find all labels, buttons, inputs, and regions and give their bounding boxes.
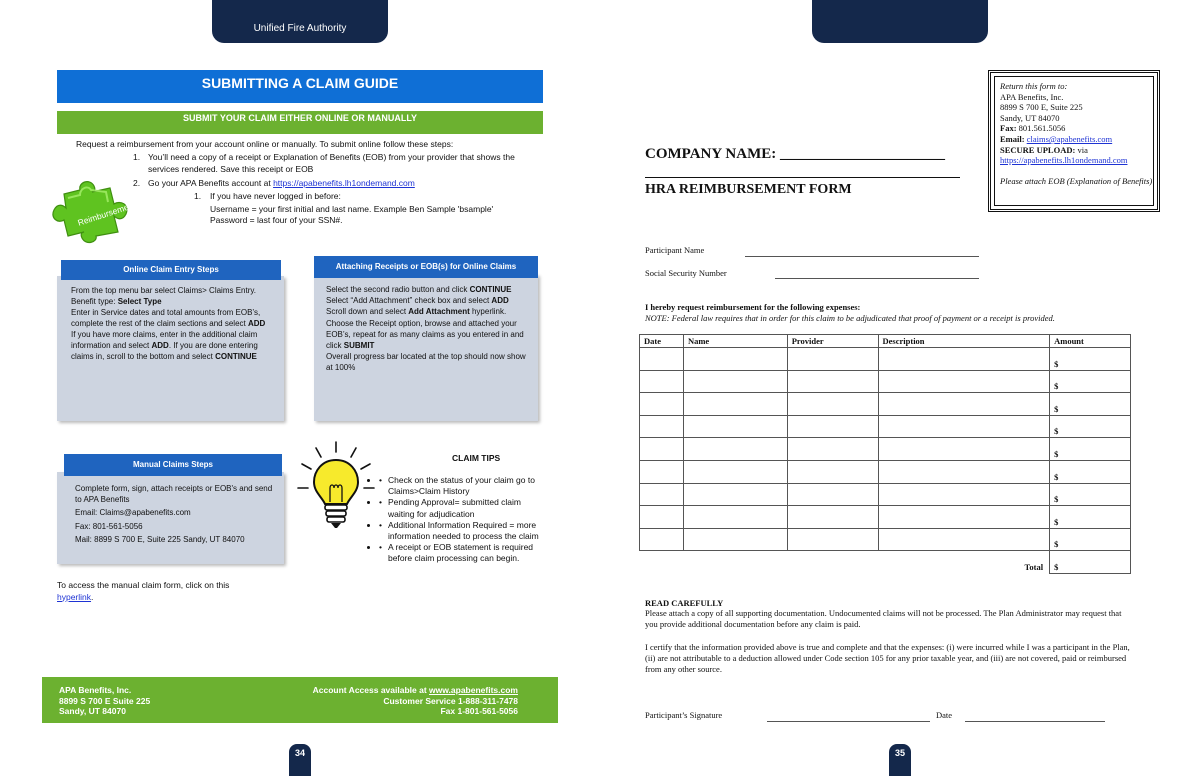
signature-field[interactable] [767,721,930,722]
return-form-content [1000,81,1156,186]
guide-subtitle [57,111,543,134]
date-cell[interactable] [640,393,684,416]
return-email-label: Email: [1000,133,1025,144]
list-item [62,296,282,307]
description-cell[interactable] [878,393,1050,416]
list-item [318,306,532,317]
puzzle-label: Reimbursement [76,199,137,228]
header-tab-right [812,0,988,43]
step-1-number: 1. [133,152,141,162]
list-item [318,284,532,295]
provider-cell[interactable] [787,460,878,483]
footer-address [59,685,150,717]
total-label: Total [1024,562,1044,573]
description-cell[interactable] [878,438,1050,461]
select-type-label: Select Type [117,297,162,306]
list-item [379,475,547,497]
guide-subtitle-text: SUBMIT YOUR CLAIM EITHER ONLINE OR MANUALLY [182,113,417,123]
add-attachment-label: Add Attachment [408,307,470,317]
amount-cell[interactable]: $ [1050,415,1131,438]
return-address-1: 8899 S 700 E, Suite 225 [1000,102,1083,113]
tip-1: Check on the status of your claim go to Claims>Claim History [388,475,535,497]
list-item [62,307,282,329]
attach-receipts-box-title: Attaching Receipts or EOB(s) for Online Claims [314,256,538,278]
guide-title [57,70,543,103]
username-line: Username = your first initial and last name. Example Ben Sample 'bsample' [210,204,494,214]
amount-cell[interactable]: $ [1050,393,1131,416]
amount-cell[interactable]: $ [1050,528,1131,551]
step-2-text: Go your APA Benefits account at [148,178,274,188]
read-carefully-heading: READ CAREFULLY [645,598,724,608]
attach-step-2: Select “Add Attachment” check box and select [326,296,492,306]
header-tab-label: Unified Fire Authority [253,23,347,34]
footer-contact [313,685,518,717]
name-cell[interactable] [683,393,787,416]
table-header-row [640,335,1131,348]
guide-title-text: SUBMITTING A CLAIM GUIDE [201,75,399,91]
sub-step-1-text: If you have never logged in before: [210,191,341,201]
description-cell[interactable] [878,415,1050,438]
certification-paragraph: I certify that the information provided above is true and complete and that the expenses: (i) were incurred while I was a participant in the Plan, (ii) are not attributable to a deduction allowed under Code section 105 for any prior taxable year, and (iii) are not covered, paid or reimbursed from any other source. [645,642,1130,674]
manual-email: Email: Claims@apabenefits.com [75,508,191,518]
manual-form-access-text: To access the manual claim form, click on this [57,580,230,590]
manual-step-1: Complete form, sign, attach receipts or EOB's and send to APA Benefits [75,484,273,505]
date-cell[interactable] [640,528,684,551]
list-item [318,295,532,306]
footer-account-access [313,685,518,696]
list-item [379,542,547,564]
add-label: ADD [247,319,266,328]
column-header-description: Description [878,335,1050,348]
page-number-right: 35 [889,744,911,776]
name-cell[interactable] [683,460,787,483]
online-step-3: Enter in Service dates and total amounts from EOB’s, complete the rest of the claim sections and select [71,308,261,328]
request-statement: I hereby request reimbursement for the following expenses: [645,302,861,312]
footer-fax: Fax 1-801-561-5056 [440,706,518,716]
header-tab-left [212,0,388,43]
amount-cell[interactable]: $ [1050,348,1131,371]
amount-cell[interactable]: $ [1050,370,1131,393]
list-item [318,351,532,373]
attach-step-3: Scroll down and select [326,307,409,317]
manual-form-access-end: . [91,591,94,602]
date-label: Date [936,710,953,720]
date-cell[interactable] [640,460,684,483]
attach-step-1: Select the second radio button and click [326,285,470,294]
tip-3: Additional Information Required = more information needed to process the claim [388,519,539,542]
return-attach-note: Please attach EOB (Explanation of Benefits) [1000,175,1153,186]
list-item [66,483,280,505]
return-upload-via: via [1075,144,1088,155]
list-item [66,521,280,532]
claim-tips-list [379,475,547,565]
attach-step-5: Overall progress bar located at the top should now show at 100% [326,352,526,373]
name-cell[interactable] [683,370,787,393]
manual-fax: Fax: 801-561-5056 [75,521,143,531]
puzzle-piece-icon [50,172,142,244]
description-cell[interactable] [878,528,1050,551]
sub-step-1-number: 1. [194,191,202,201]
attach-step-4: Choose the Receipt option, browse and attached your EOB’s, repeat for as many claims as you entered in and click [326,318,524,351]
footer-bar [42,677,558,723]
list-item [379,497,547,519]
tip-4: A receipt or EOB statement is required before claim processing can begin. [388,542,534,564]
name-cell[interactable] [683,348,787,371]
list-item [66,534,280,545]
date-cell[interactable] [640,348,684,371]
submit-label: SUBMIT [343,341,375,351]
name-cell[interactable] [683,438,787,461]
step-2 [133,178,533,190]
tip-2: Pending Approval= submitted claim waiting for adjudication [388,497,522,519]
table-row [640,415,1131,438]
signature-label: Participant’s Signature [645,710,723,720]
manual-form-hyperlink[interactable]: hyperlink [57,591,92,602]
participant-name-label: Participant Name [645,245,705,255]
attach-step-3-end: hyperlink. [469,307,507,317]
sub-step-1 [194,191,534,203]
return-fax [1000,123,1156,134]
return-form-box [988,70,1160,212]
name-cell[interactable] [683,415,787,438]
expenses-table [639,334,1131,574]
list-item [62,329,282,362]
amount-cell[interactable]: $ [1050,460,1131,483]
total-row [640,551,1131,574]
provider-cell[interactable] [787,483,878,506]
list-item [62,285,282,296]
online-step-2: Benefit type: [71,297,118,306]
attach-receipts-steps [318,284,532,374]
amount-cell[interactable]: $ [1050,483,1131,506]
description-cell[interactable] [878,460,1050,483]
date-cell[interactable] [640,438,684,461]
footer-website-link[interactable]: www.apabenefits.com [429,685,518,695]
step-2-number: 2. [133,178,141,188]
step-1-text: You’ll need a copy of a receipt or Explanation of Benefits (EOB) from your provider that shows the services rendered. Save this receipt or EOB [148,152,515,174]
column-header-amount: Amount [1050,335,1131,348]
list-item [318,318,532,352]
table-row [640,460,1131,483]
table-row [640,438,1131,461]
online-step-4: If you have more claims, enter in the additional claim information and select [71,330,258,350]
manual-claims-steps [66,483,280,545]
table-row [640,348,1131,371]
provider-cell[interactable] [787,438,878,461]
amount-cell[interactable]: $ [1050,506,1131,529]
table-row [640,528,1131,551]
date-cell[interactable] [640,415,684,438]
online-step-4-cont: . If you are done entering claims in, scroll to the bottom and select [71,341,258,361]
provider-cell[interactable] [787,370,878,393]
return-email [1000,134,1156,145]
return-upload-link[interactable]: https://apabenefits.lh1ondemand.com [1000,155,1128,166]
name-cell[interactable] [683,483,787,506]
online-claim-steps [62,285,282,362]
list-item [379,520,547,542]
footer-customer-service: Customer Service 1-888-311-7478 [383,695,518,706]
name-cell[interactable] [683,506,787,529]
date-field[interactable] [965,721,1105,722]
continue-label: CONTINUE [215,352,257,361]
manual-claims-box-title: Manual Claims Steps [64,454,282,476]
description-cell[interactable] [878,348,1050,371]
participant-name-field[interactable] [745,256,979,257]
return-fax-value: 801.561.5056 [1016,123,1066,134]
list-item [66,507,280,518]
description-cell[interactable] [878,483,1050,506]
table-row [640,483,1131,506]
return-company: APA Benefits, Inc. [1000,91,1064,102]
date-cell[interactable] [640,506,684,529]
step-2-link[interactable]: https://apabenefits.lh1ondemand.com [273,178,415,188]
company-name-label: COMPANY NAME: ______________________ [645,146,945,162]
table-row [640,393,1131,416]
form-title: HRA REIMBURSEMENT FORM [645,182,852,197]
manual-form-access [57,580,267,603]
company-name-rule [645,177,960,178]
footer-company-name: APA Benefits, Inc. [59,685,132,695]
footer-access-text: Account Access available at [312,685,430,695]
ssn-field[interactable] [775,278,979,279]
provider-cell[interactable] [787,528,878,551]
total-amount-cell[interactable]: $ [1050,551,1131,574]
online-step-1: From the top menu bar select Claims> Claims Entry. [71,286,257,295]
footer-address-line-1: 8899 S 700 E Suite 225 [59,695,151,706]
add-label: ADD [151,341,169,350]
date-cell[interactable] [640,370,684,393]
return-email-link[interactable]: claims@apabenefits.com [1026,133,1113,144]
name-cell[interactable] [683,528,787,551]
claim-tips-title: CLAIM TIPS [452,453,501,463]
description-cell[interactable] [878,370,1050,393]
step-1 [133,152,533,175]
add-label: ADD [491,296,509,306]
provider-cell[interactable] [787,348,878,371]
column-header-date: Date [640,335,684,348]
ssn-label: Social Security Number [645,268,727,278]
return-upload-label: SECURE UPLOAD: [1000,144,1076,155]
return-address-2: Sandy, UT 84070 [1000,112,1060,123]
documentation-paragraph: Please attach a copy of all supporting documentation. Undocumented claims will not be processed. The Plan Administrator may request that you provide additional documentation before any claim is paid. [645,608,1122,629]
column-header-provider: Provider [787,335,878,348]
column-header-name: Name [683,335,787,348]
manual-mail: Mail: 8899 S 700 E, Suite 225 Sandy, UT 84070 [75,534,245,544]
return-upload [1000,145,1156,156]
online-claim-box-title: Online Claim Entry Steps [61,260,281,280]
password-line: Password = last four of your SSN#. [210,215,343,225]
table-row [640,506,1131,529]
description-cell[interactable] [878,506,1050,529]
page-number-left: 34 [289,744,311,776]
amount-cell[interactable]: $ [1050,438,1131,461]
intro-text: Request a reimbursement from your account online or manually. To submit online follow these steps: [76,139,454,149]
return-form-heading: Return this form to: [1000,81,1068,91]
provider-cell[interactable] [787,393,878,416]
date-cell[interactable] [640,483,684,506]
continue-label: CONTINUE [469,285,512,294]
federal-law-note: NOTE: Federal law requires that in order for this claim to be adjudicated that proof of payment or a receipt is provided. [645,313,1055,323]
footer-address-line-2: Sandy, UT 84070 [59,706,126,716]
provider-cell[interactable] [787,506,878,529]
return-fax-label: Fax: [1000,123,1017,134]
table-row [640,370,1131,393]
provider-cell[interactable] [787,415,878,438]
